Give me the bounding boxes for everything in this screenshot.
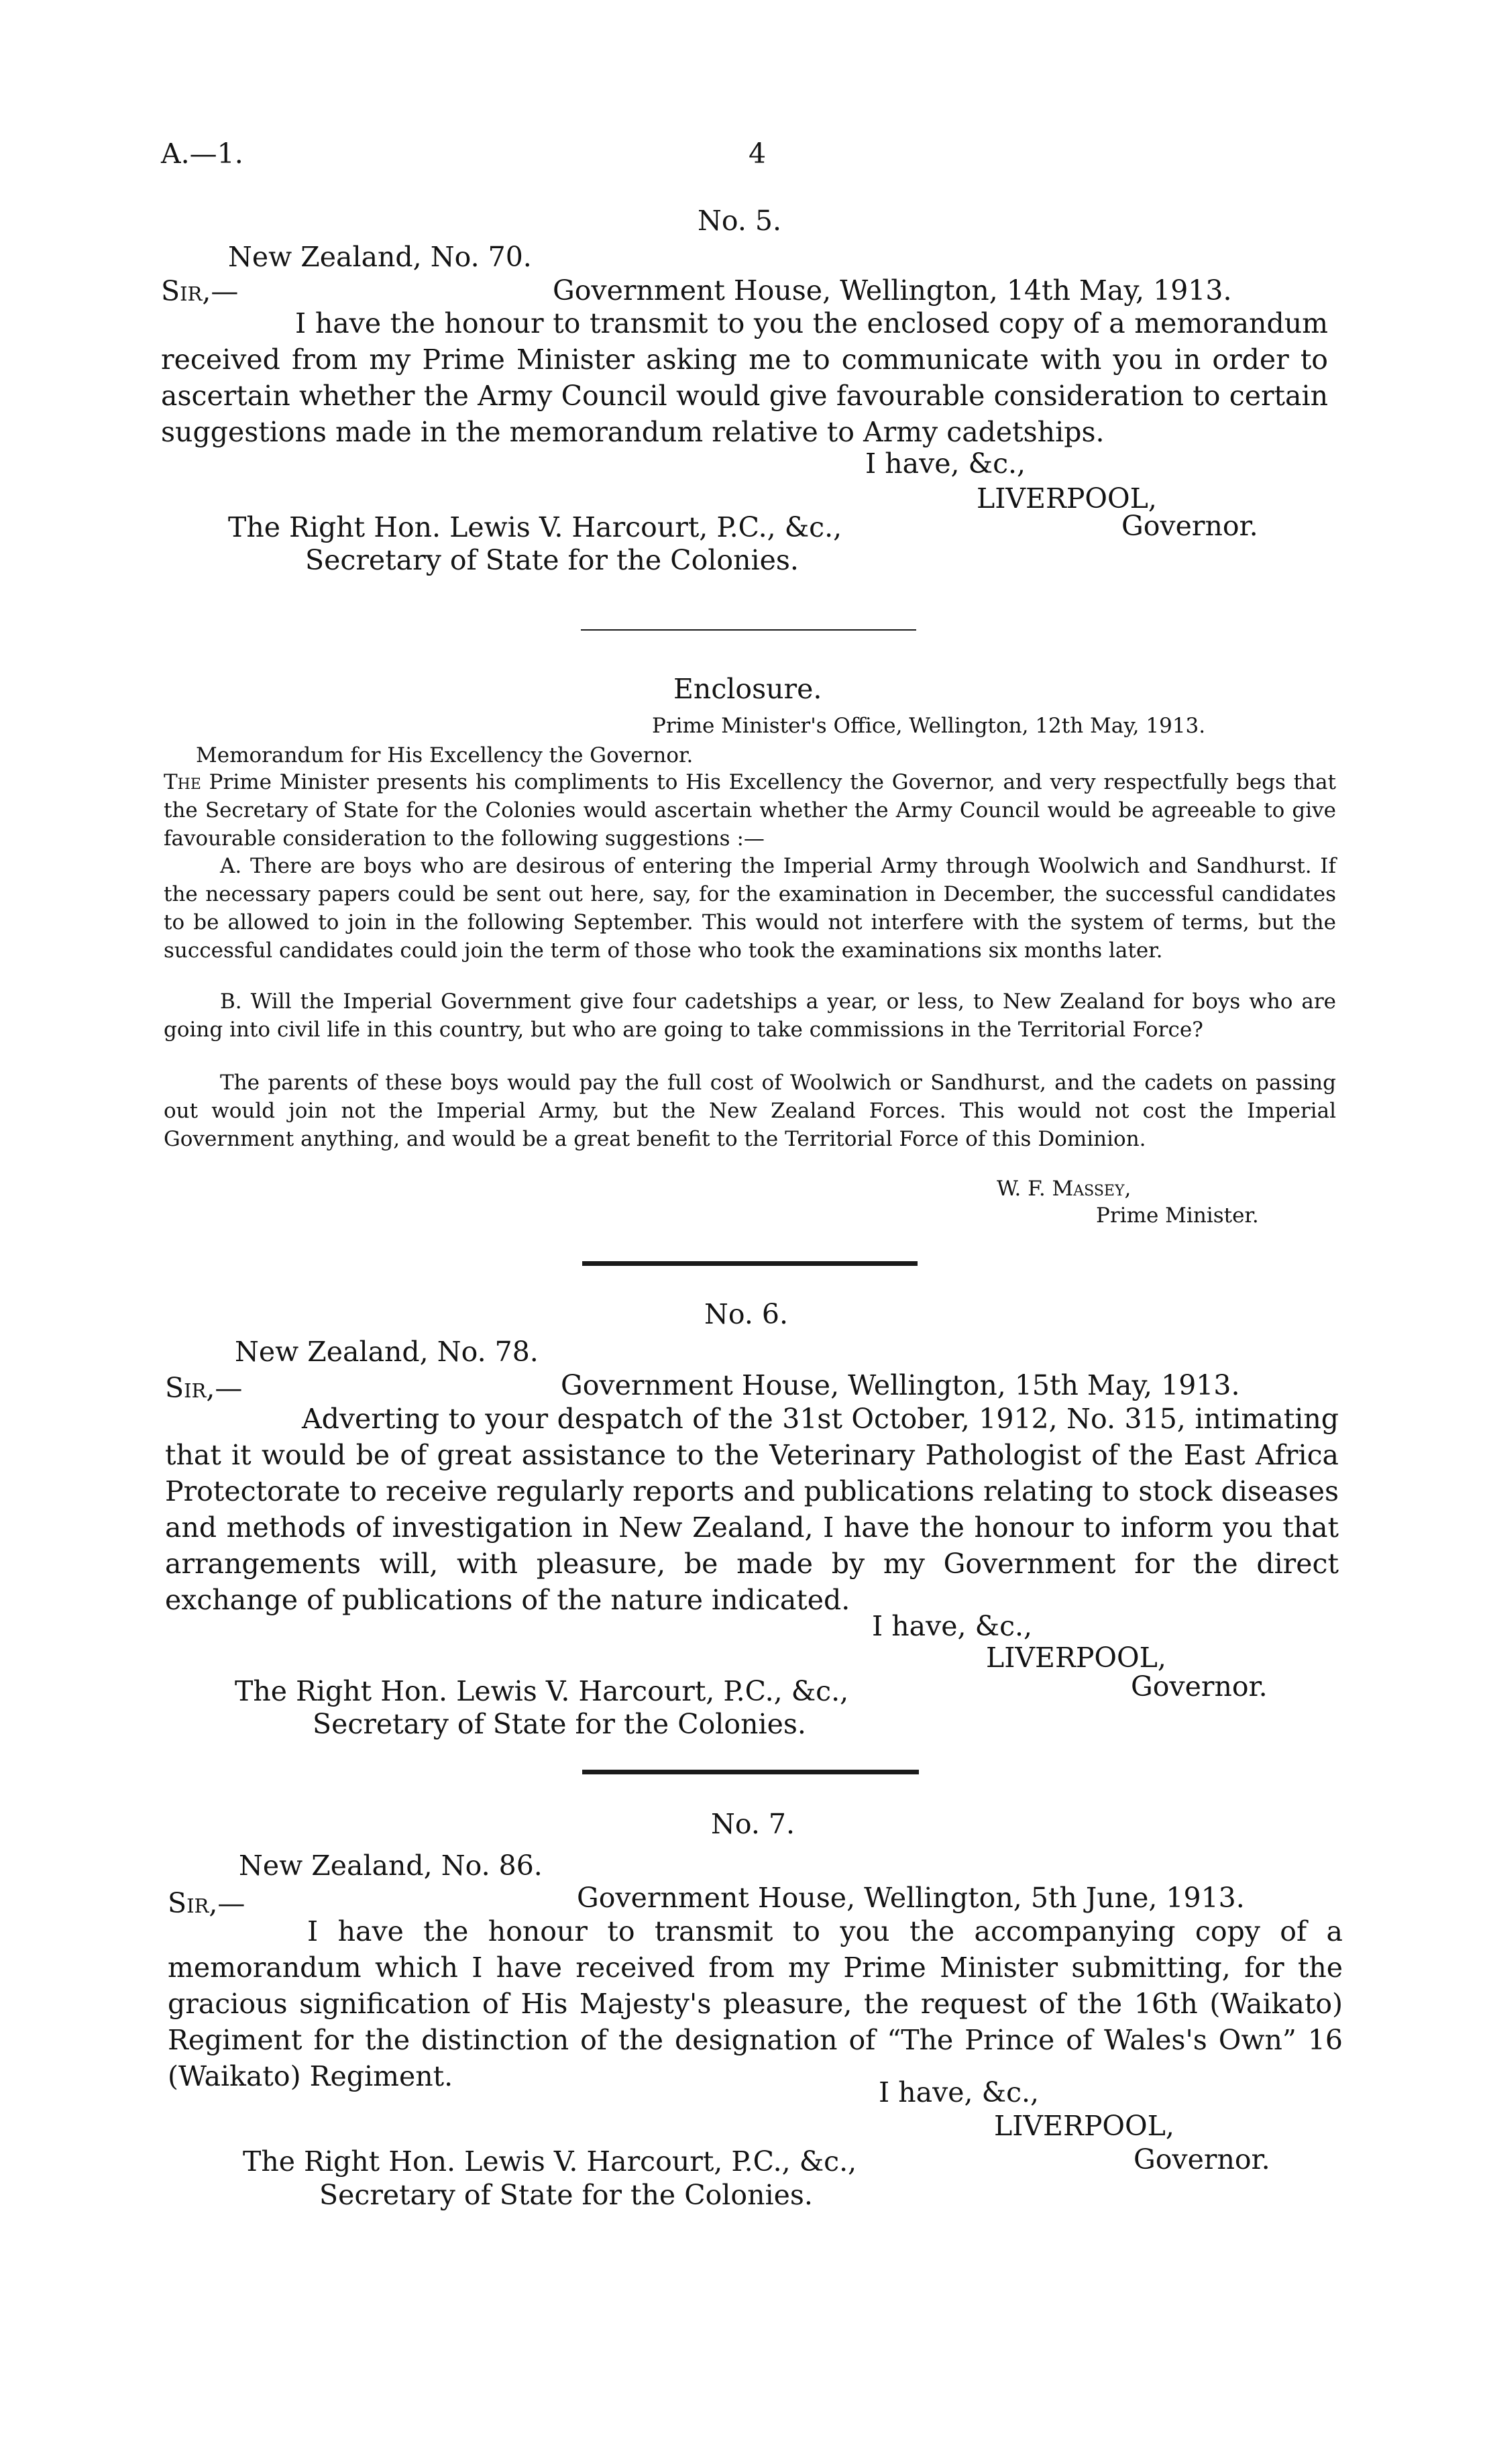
recipient-line-2: Secretary of State for the Colonies. xyxy=(319,2179,813,2211)
signature-title: Governor. xyxy=(1121,510,1258,542)
despatch-number-86: New Zealand, No. 86. xyxy=(239,1850,543,1882)
recipient-line-1: The Right Hon. Lewis V. Harcourt, P.C., &c., xyxy=(235,1675,849,1707)
letter-body: Adverting to your despatch of the 31st October, 1912, No. 315, intimating that it would be of great assistance to the Veterinary Pathologist of the East Africa Protectorate to receive regularly reports and publications relating to stock diseases and methods of investigation in New Zealand, I have the honour to inform you that arrangements will, with pleasure, be made by my Government for the direct exchange of publications of the nature indicated. xyxy=(165,1403,1339,1616)
section-divider xyxy=(582,1261,918,1266)
letter-number-5: No. 5. xyxy=(698,205,782,237)
recipient-line-2: Secretary of State for the Colonies. xyxy=(305,544,799,576)
enclosure-title: Enclosure. xyxy=(673,673,822,705)
salutation: Sir,— xyxy=(165,1372,243,1404)
memo-heading: Memorandum for His Excellency the Governor. xyxy=(196,743,694,767)
memo-paragraph-c: The parents of these boys would pay the full cost of Woolwich or Sandhurst, and the cadets on passing out would join not the Imperial Army, but the New Zealand Forces. This would not cost the Imperial Government anything, and would be a great benefit to the Territorial Force of this Dominion. xyxy=(164,1071,1336,1151)
memo-intro-lead: The xyxy=(164,770,201,794)
memo-signature-title: Prime Minister. xyxy=(1096,1203,1259,1228)
recipient-line-1: The Right Hon. Lewis V. Harcourt, P.C., &c., xyxy=(228,511,842,543)
closing: I have, &c., xyxy=(872,1610,1033,1642)
memo-paragraph-a: A. There are boys who are desirous of entering the Imperial Army through Woolwich and Sandhurst. If the necessary papers could be sent out here, say, for the examination in December, the successful candidates to be allowed to join in the following September. This would not interfere with the system of terms, but the successful candidates could join the term of those who took the examinations six months later. xyxy=(164,854,1336,963)
salutation: Sir,— xyxy=(168,1887,245,1919)
signature: LIVERPOOL, xyxy=(986,1642,1166,1674)
letter-number-7: No. 7. xyxy=(711,1808,795,1840)
memo-signature: W. F. Massey, xyxy=(997,1177,1132,1201)
place-date: Government House, Wellington, 14th May, 1913. xyxy=(553,274,1232,307)
memo-paragraph-b: B. Will the Imperial Government give four cadetships a year, or less, to New Zealand for boys who are going into civil life in this country, but who are going to take commissions in the Territorial Force? xyxy=(164,989,1336,1042)
letter-number-6: No. 6. xyxy=(704,1298,789,1330)
signature: LIVERPOOL, xyxy=(977,482,1157,515)
memo-intro-text: Prime Minister presents his compliments to His Excellency the Governor, and very respectfully begs that the Secretary of State for the Colonies would ascertain whether the Army Council would be agreeable to give favourable consideration to the following suggestions :— xyxy=(164,770,1337,851)
closing: I have, &c., xyxy=(879,2076,1040,2108)
letter-body: I have the honour to transmit to you the accompanying copy of a memorandum which I have received from my Prime Minister submitting, for the gracious signification of His Majesty's pleasure, the request of the 16th (Waikato) Regiment for the distinction of the designation of “The Prince of Wales's Own” 16 (Waikato) Regiment. xyxy=(168,1915,1343,2092)
closing: I have, &c., xyxy=(865,447,1026,480)
page-number: 4 xyxy=(749,138,767,170)
signature: LIVERPOOL, xyxy=(994,2110,1174,2142)
despatch-number-78: New Zealand, No. 78. xyxy=(235,1336,539,1368)
recipient-line-2: Secretary of State for the Colonies. xyxy=(313,1708,806,1740)
series-label: A.—1. xyxy=(161,138,243,170)
despatch-number-70: New Zealand, No. 70. xyxy=(228,241,532,273)
section-divider xyxy=(581,629,916,631)
recipient-line-1: The Right Hon. Lewis V. Harcourt, P.C., &c., xyxy=(243,2145,857,2178)
salutation: Sir,— xyxy=(161,275,239,307)
place-date: Government House, Wellington, 15th May, 1913. xyxy=(561,1369,1240,1401)
letter-body: I have the honour to transmit to you the enclosed copy of a memorandum received from my Prime Minister asking me to communicate with you in order to ascertain whether the Army Council would give favourable consideration to certain suggestions made in the memorandum relative to Army cadetships. xyxy=(161,307,1328,448)
signature-title: Governor. xyxy=(1134,2143,1270,2176)
enclosure-place-date: Prime Minister's Office, Wellington, 12th May, 1913. xyxy=(652,714,1206,738)
section-divider xyxy=(582,1770,919,1774)
memo-intro xyxy=(164,768,1336,853)
place-date: Government House, Wellington, 5th June, 1913. xyxy=(577,1882,1245,1914)
signature-title: Governor. xyxy=(1131,1670,1268,1703)
